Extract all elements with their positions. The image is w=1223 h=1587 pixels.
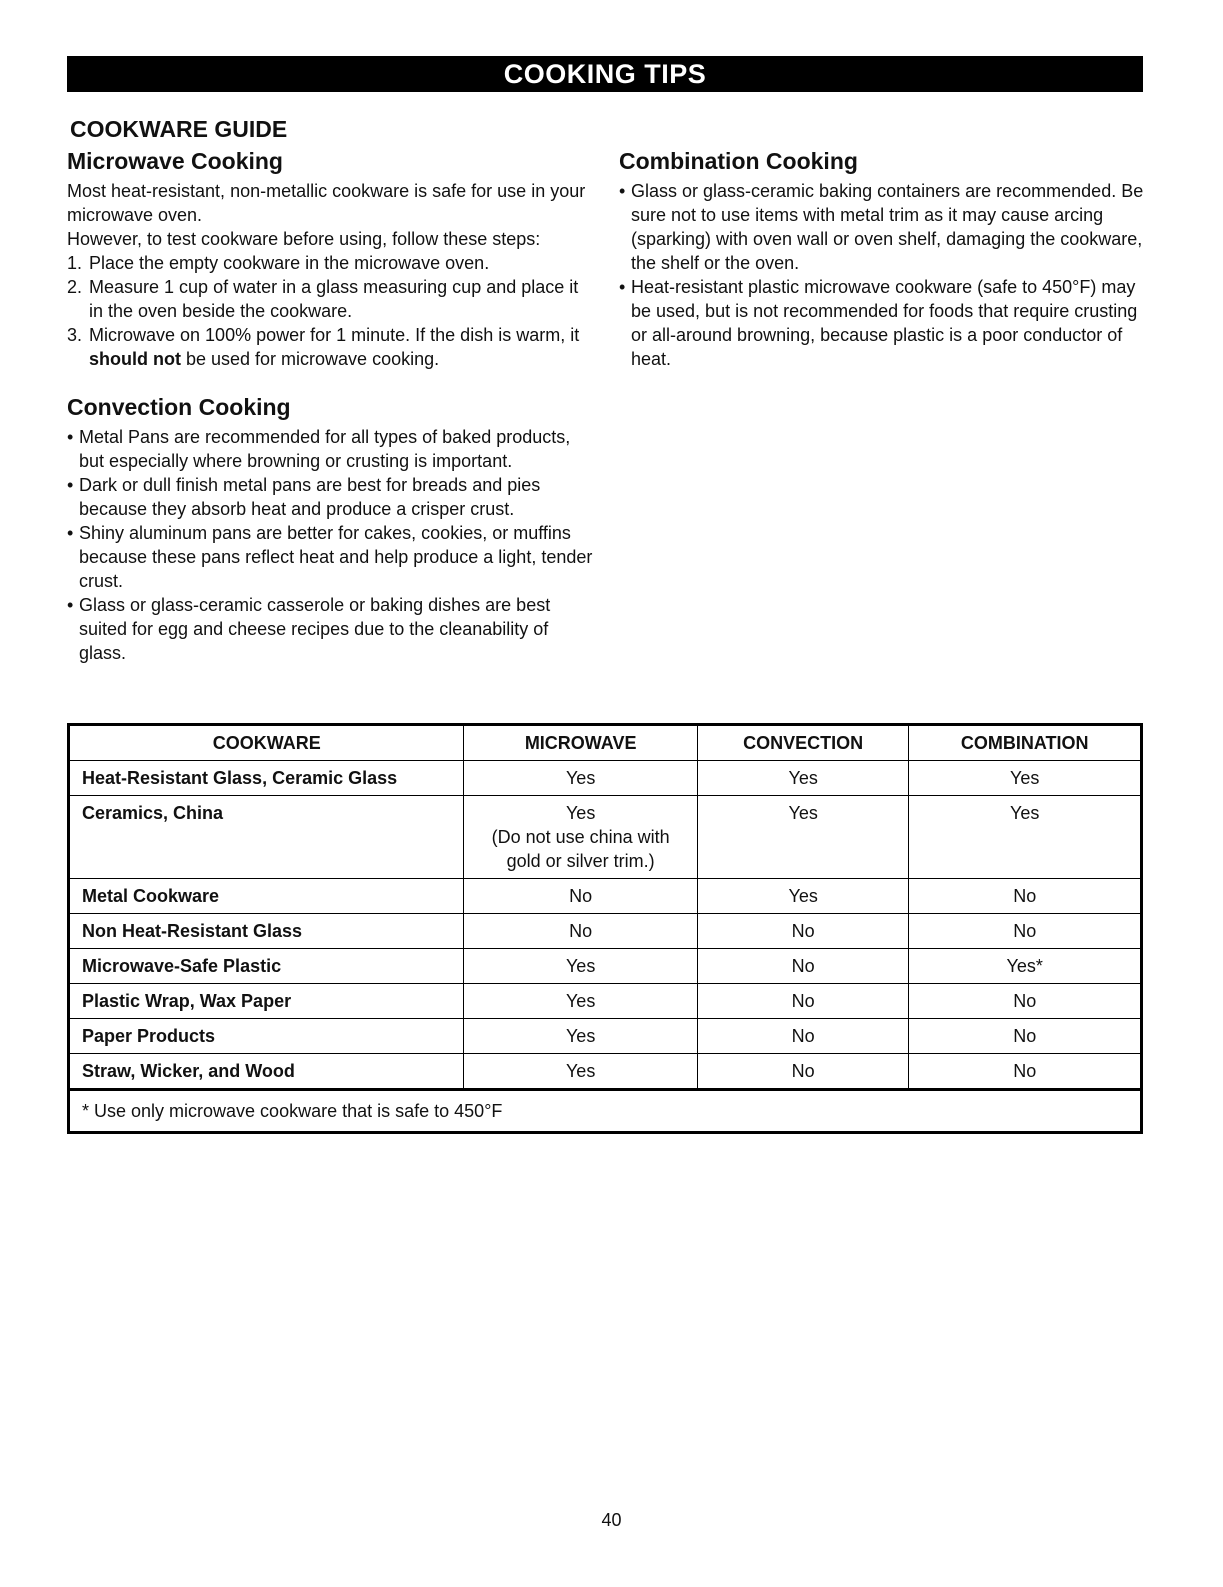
- step-number: 3.: [67, 325, 83, 345]
- cookware-table: [67, 723, 1143, 1134]
- table-row: [69, 1054, 1142, 1090]
- cookware-cell: Non Heat-Resistant Glass: [69, 914, 464, 949]
- combination-cell: No: [909, 1054, 1142, 1090]
- convection-section: [67, 393, 597, 665]
- combination-section: [619, 147, 1149, 371]
- bullet-icon: •: [67, 523, 74, 543]
- microwave-cell: No: [464, 879, 697, 914]
- combination-bullet: [619, 275, 1149, 371]
- convection-cell: No: [697, 914, 909, 949]
- step-text: [89, 325, 579, 369]
- step-text-bold: should not: [89, 349, 181, 369]
- microwave-intro: Most heat-resistant, non-metallic cookware is safe for use in your microwave oven.: [67, 181, 586, 225]
- microwave-test-intro: However, to test cookware before using, follow these steps:: [67, 229, 541, 249]
- section-title: COOKWARE GUIDE: [70, 116, 288, 142]
- combination-cell: Yes: [909, 761, 1142, 796]
- microwave-cell: [464, 796, 697, 879]
- combination-heading: Combination Cooking: [619, 148, 858, 174]
- step-text: Place the empty cookware in the microwave oven.: [89, 253, 490, 273]
- microwave-cell: Yes: [464, 984, 697, 1019]
- combination-cell: Yes: [909, 796, 1142, 879]
- header-microwave: MICROWAVE: [464, 725, 697, 761]
- cookware-cell: Ceramics, China: [69, 796, 464, 879]
- convection-bullet: [67, 521, 597, 593]
- cookware-cell: Metal Cookware: [69, 879, 464, 914]
- convection-cell: No: [697, 984, 909, 1019]
- combination-bullet: [619, 179, 1149, 275]
- step-text: Measure 1 cup of water in a glass measuring cup and place it in the oven beside the cookware.: [89, 277, 579, 321]
- bullet-icon: •: [67, 427, 74, 447]
- convection-heading: Convection Cooking: [67, 394, 291, 420]
- bullet-icon: •: [619, 277, 626, 297]
- table-row: [69, 879, 1142, 914]
- bullet-text: Dark or dull finish metal pans are best for breads and pies because they absorb heat and produce a crisper crust.: [79, 475, 541, 519]
- header-combination: COMBINATION: [909, 725, 1142, 761]
- page-number: 40: [601, 1510, 622, 1530]
- convection-cell: No: [697, 949, 909, 984]
- microwave-heading: Microwave Cooking: [67, 148, 283, 174]
- cookware-cell: Straw, Wicker, and Wood: [69, 1054, 464, 1090]
- combination-cell: No: [909, 1019, 1142, 1054]
- step-number: 1.: [67, 253, 83, 273]
- microwave-cell: No: [464, 914, 697, 949]
- microwave-cell: Yes: [464, 1054, 697, 1090]
- convection-cell: No: [697, 1019, 909, 1054]
- microwave-note: (Do not use china with gold or silver trim.): [491, 827, 670, 871]
- bullet-text: Glass or glass-ceramic casserole or baking dishes are best suited for egg and cheese recipes due to the cleanability of glass.: [79, 595, 551, 663]
- table-row: [69, 761, 1142, 796]
- cookware-cell: Paper Products: [69, 1019, 464, 1054]
- microwave-cell: Yes: [464, 761, 697, 796]
- table-row: [69, 1019, 1142, 1054]
- table-row: [69, 949, 1142, 984]
- page-banner: COOKING TIPS: [67, 56, 1143, 92]
- microwave-cell: Yes: [464, 1019, 697, 1054]
- step-text-after: be used for microwave cooking.: [180, 349, 440, 369]
- cookware-cell: Plastic Wrap, Wax Paper: [69, 984, 464, 1019]
- combination-cell: No: [909, 984, 1142, 1019]
- combination-cell: Yes*: [909, 949, 1142, 984]
- table-footnote-row: [69, 1090, 1142, 1133]
- convection-bullet: [67, 425, 597, 473]
- step-text-before: Microwave on 100% power for 1 minute. If the dish is warm, it: [89, 325, 580, 345]
- table-row: [69, 796, 1142, 879]
- cookware-cell: Microwave-Safe Plastic: [69, 949, 464, 984]
- combination-cell: No: [909, 879, 1142, 914]
- bullet-icon: •: [67, 595, 74, 615]
- convection-cell: Yes: [697, 761, 909, 796]
- combination-cell: No: [909, 914, 1142, 949]
- header-convection: CONVECTION: [697, 725, 909, 761]
- cookware-cell: Heat-Resistant Glass, Ceramic Glass: [69, 761, 464, 796]
- microwave-value: Yes: [565, 803, 596, 823]
- bullet-text: Shiny aluminum pans are better for cakes, cookies, or muffins because these pans reflect heat and help produce a light, tender crust.: [79, 523, 593, 591]
- header-cookware: COOKWARE: [69, 725, 464, 761]
- microwave-step: [67, 275, 597, 323]
- convection-bullet: [67, 473, 597, 521]
- table-row: [69, 984, 1142, 1019]
- bullet-text: Heat-resistant plastic microwave cookware (safe to 450°F) may be used, but is not recommended for foods that require crusting or all-around browning, because plastic is a poor conductor of heat.: [631, 277, 1138, 369]
- microwave-step: [67, 251, 597, 275]
- convection-cell: No: [697, 1054, 909, 1090]
- table-footnote: * Use only microwave cookware that is safe to 450°F: [69, 1090, 1142, 1133]
- convection-cell: Yes: [697, 879, 909, 914]
- convection-cell: Yes: [697, 796, 909, 879]
- step-number: 2.: [67, 277, 83, 297]
- bullet-text: Glass or glass-ceramic baking containers are recommended. Be sure not to use items with metal trim as it may cause arcing (sparking) with oven wall or oven shelf, damaging the cookware, the shelf or the oven.: [631, 181, 1144, 273]
- microwave-step: [67, 323, 597, 371]
- bullet-text: Metal Pans are recommended for all types of baked products, but especially where browning or crusting is important.: [79, 427, 571, 471]
- microwave-cell: Yes: [464, 949, 697, 984]
- microwave-section: [67, 147, 597, 371]
- bullet-icon: •: [619, 181, 626, 201]
- table-row: [69, 914, 1142, 949]
- convection-bullet: [67, 593, 597, 665]
- bullet-icon: •: [67, 475, 74, 495]
- table-header-row: [69, 725, 1142, 761]
